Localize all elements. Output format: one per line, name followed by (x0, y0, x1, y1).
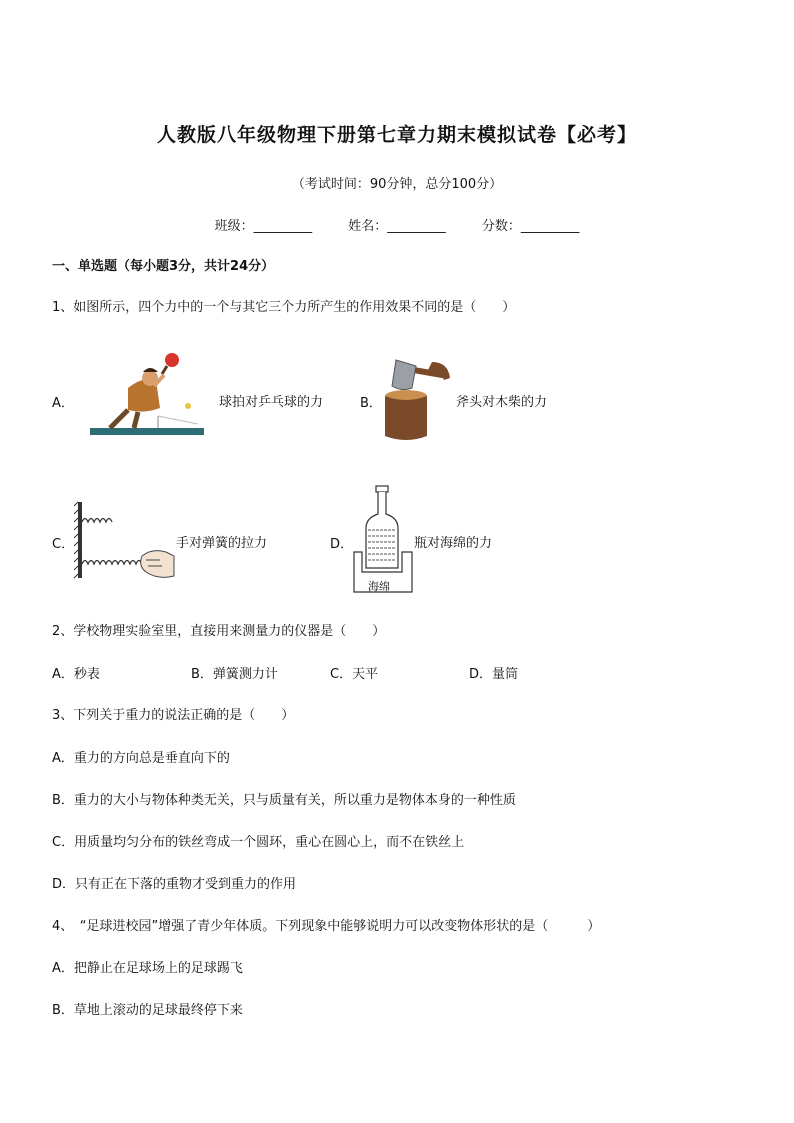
spring-hand-illustration (74, 500, 176, 582)
table-tennis-illustration (88, 348, 208, 440)
q1-option-c-letter[interactable]: C． (52, 537, 75, 552)
q1-option-d-text: 瓶对海绵的力 (414, 536, 493, 551)
q3-option-b[interactable]: B．重力的大小与物体种类无关，只与质量有关，所以重力是物体本身的一种性质 (52, 793, 516, 808)
q3-option-c[interactable]: C．用质量均匀分布的铁丝弯成一个圆环，重心在圆心上，而不在铁丝上 (52, 835, 465, 850)
q1-option-a-text: 球拍对乒乓球的力 (219, 395, 324, 410)
student-fields (0, 215, 794, 234)
q1-option-a-letter[interactable]: A． (52, 396, 74, 411)
question-1-stem: 1、如图所示，四个力中的一个与其它三个力所产生的作用效果不同的是（ ） (52, 300, 516, 315)
score-field[interactable]: 分数：_________ (481, 219, 580, 234)
q2-option-a[interactable]: A．秒表 (52, 667, 100, 682)
sponge-label: 海绵 (368, 580, 390, 593)
question-4-stem: 4、 “足球进校园”增强了青少年体质。下列现象中能够说明力可以改变物体形状的是（ ） (52, 919, 601, 934)
question-3-stem: 3、下列关于重力的说法正确的是（ ） (52, 708, 295, 723)
q1-option-d-letter[interactable]: D． (330, 537, 354, 552)
page-title: 人教版八年级物理下册第七章力期末模拟试卷【必考】 (156, 124, 637, 146)
q4-option-a[interactable]: A．把静止在足球场上的足球踢飞 (52, 961, 243, 976)
name-field[interactable]: 姓名：_________ (348, 219, 446, 234)
section-heading: 一、单选题（每小题3分，共计24分） (52, 259, 275, 274)
q2-option-b[interactable]: B．弹簧测力计 (191, 667, 278, 682)
q2-option-d[interactable]: D．量筒 (469, 667, 519, 682)
q4-option-b[interactable]: B．草地上滚动的足球最终停下来 (52, 1003, 243, 1018)
question-2-stem: 2、学校物理实验室里，直接用来测量力的仪器是（ ） (52, 624, 386, 639)
q1-option-c-text: 手对弹簧的拉力 (176, 536, 268, 551)
q1-option-b-letter[interactable]: B． (360, 396, 382, 411)
q3-option-d[interactable]: D．只有正在下落的重物才受到重力的作用 (52, 877, 297, 892)
q3-option-a[interactable]: A．重力的方向总是垂直向下的 (52, 751, 230, 766)
class-field[interactable]: 班级：_________ (214, 219, 313, 234)
q1-option-b-text: 斧头对木柴的力 (456, 395, 548, 410)
axe-log-illustration (382, 356, 454, 444)
exam-info: （考试时间：90分钟，总分100分） (291, 177, 503, 192)
q2-option-c[interactable]: C．天平 (330, 667, 379, 682)
